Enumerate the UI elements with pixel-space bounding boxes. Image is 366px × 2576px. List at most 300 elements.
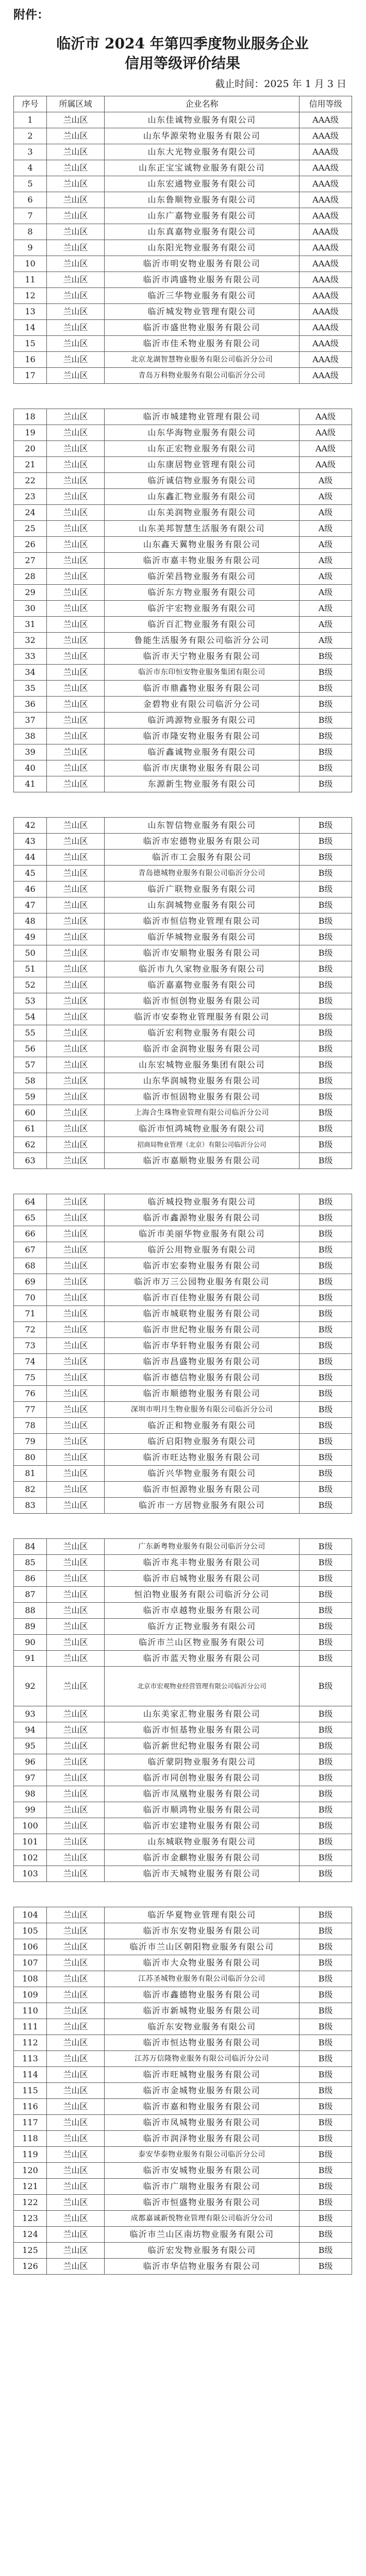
row-grade: B级 [300, 776, 352, 792]
row-district: 兰山区 [47, 1105, 105, 1121]
row-no: 96 [14, 1754, 47, 1770]
table-row [14, 2083, 352, 2099]
row-district: 兰山区 [47, 713, 105, 728]
row-company: 临沂宇宏物业服务有限公司 [105, 601, 300, 617]
row-district: 兰山区 [47, 1354, 105, 1370]
row-no: 124 [14, 2227, 47, 2243]
row-no: 126 [14, 2259, 47, 2275]
row-district: 兰山区 [47, 128, 105, 144]
row-company: 临沂城发物业管理有限公司 [105, 304, 300, 320]
table-row [14, 272, 352, 288]
table-row [14, 2003, 352, 2019]
header-company: 企业名称 [105, 96, 300, 112]
table-row [14, 505, 352, 521]
row-district: 兰山区 [47, 505, 105, 521]
row-grade: B级 [300, 1073, 352, 1089]
table-row [14, 320, 352, 336]
row-grade: B级 [300, 866, 352, 882]
row-district: 兰山区 [47, 776, 105, 792]
row-no: 17 [14, 368, 47, 384]
row-grade: AAA级 [300, 336, 352, 352]
row-district: 兰山区 [47, 1955, 105, 1971]
row-no: 29 [14, 585, 47, 601]
row-grade: B级 [300, 1971, 352, 1987]
row-grade: B级 [300, 1450, 352, 1466]
table-row [14, 192, 352, 208]
row-district: 兰山区 [47, 1194, 105, 1210]
table-row [14, 697, 352, 713]
row-company: 临沂市天城物业服务有限公司 [105, 1866, 300, 1882]
table-row [14, 1818, 352, 1834]
row-district: 兰山区 [47, 1290, 105, 1306]
table-row [14, 1706, 352, 1722]
row-grade: B级 [300, 2003, 352, 2019]
row-no: 19 [14, 425, 47, 441]
row-district: 兰山区 [47, 320, 105, 336]
row-no: 37 [14, 713, 47, 728]
table-row [14, 1651, 352, 1667]
table-row [14, 128, 352, 144]
row-no: 67 [14, 1242, 47, 1258]
table-row [14, 993, 352, 1009]
row-company: 临沂市德信物业服务有限公司 [105, 1370, 300, 1386]
row-district: 兰山区 [47, 192, 105, 208]
row-grade: B级 [300, 2067, 352, 2083]
row-company: 山东正宝宝诚物业服务有限公司 [105, 160, 300, 176]
table-row [14, 2099, 352, 2115]
row-no: 83 [14, 1498, 47, 1514]
table-row [14, 368, 352, 384]
row-company: 临沂市鼎鑫物业服务有限公司 [105, 681, 300, 697]
row-grade: B级 [300, 1667, 352, 1706]
row-company: 临沂市启城物业服务有限公司 [105, 1571, 300, 1587]
row-grade: B级 [300, 1137, 352, 1153]
row-company: 临沂蒙阴物业服务有限公司 [105, 1754, 300, 1770]
row-district: 兰山区 [47, 1939, 105, 1955]
table-row [14, 1587, 352, 1603]
row-company: 临沂市恒鸿城物业服务有限公司 [105, 1121, 300, 1137]
row-grade: B级 [300, 1866, 352, 1882]
row-no: 91 [14, 1651, 47, 1667]
row-no: 78 [14, 1418, 47, 1434]
table-row [14, 2019, 352, 2035]
table-row [14, 1722, 352, 1738]
row-company: 临沂市旺城物业服务有限公司 [105, 2067, 300, 2083]
row-no: 65 [14, 1210, 47, 1226]
row-no: 103 [14, 1866, 47, 1882]
row-district: 兰山区 [47, 176, 105, 192]
row-grade: B级 [300, 1987, 352, 2003]
row-company: 恒泊物业服务有限公司临沂分公司 [105, 1587, 300, 1603]
row-company: 临沂东方物业服务有限公司 [105, 585, 300, 601]
row-grade: B级 [300, 1242, 352, 1258]
row-district: 兰山区 [47, 649, 105, 665]
row-company: 临沂正和物业服务有限公司 [105, 1418, 300, 1434]
row-company: 临沂广联物业服务有限公司 [105, 882, 300, 897]
table-row [14, 601, 352, 617]
page-break-cell [14, 1169, 352, 1194]
row-district: 兰山区 [47, 224, 105, 240]
row-grade: A级 [300, 601, 352, 617]
row-no: 15 [14, 336, 47, 352]
row-grade: B级 [300, 993, 352, 1009]
row-no: 64 [14, 1194, 47, 1210]
row-company: 山东广嘉物业服务有限公司 [105, 208, 300, 224]
row-grade: A级 [300, 569, 352, 585]
row-district: 兰山区 [47, 1242, 105, 1258]
row-district: 兰山区 [47, 585, 105, 601]
row-no: 114 [14, 2067, 47, 2083]
row-grade: B级 [300, 2147, 352, 2163]
row-district: 兰山区 [47, 304, 105, 320]
row-company: 临沂市庆康物业服务有限公司 [105, 760, 300, 776]
row-company: 临沂市恒基物业服务有限公司 [105, 1722, 300, 1738]
table-row [14, 850, 352, 866]
row-grade: AAA级 [300, 368, 352, 384]
row-no: 104 [14, 1907, 47, 1923]
row-company: 临沂荣昌物业服务有限公司 [105, 569, 300, 585]
row-district: 兰山区 [47, 1770, 105, 1786]
row-no: 7 [14, 208, 47, 224]
row-no: 38 [14, 728, 47, 744]
table-row [14, 304, 352, 320]
row-district: 兰山区 [47, 521, 105, 537]
row-grade: B级 [300, 1706, 352, 1722]
row-company: 山东华润城物业服务有限公司 [105, 1073, 300, 1089]
row-district: 兰山区 [47, 1754, 105, 1770]
row-grade: B级 [300, 1290, 352, 1306]
row-district: 兰山区 [47, 1057, 105, 1073]
row-district: 兰山区 [47, 2099, 105, 2115]
attachment-label: 附件： [13, 8, 49, 22]
row-district: 兰山区 [47, 1466, 105, 1482]
table-row [14, 1923, 352, 1939]
table-row [14, 1370, 352, 1386]
table-row [14, 1571, 352, 1587]
row-company: 上海合生珠物业管理有限公司临沂分公司 [105, 1105, 300, 1121]
row-district: 兰山区 [47, 617, 105, 633]
row-grade: AAA级 [300, 128, 352, 144]
row-no: 80 [14, 1450, 47, 1466]
row-no: 97 [14, 1770, 47, 1786]
row-company: 临沂市宏德物业服务有限公司 [105, 834, 300, 850]
row-grade: B级 [300, 713, 352, 728]
row-grade: B级 [300, 945, 352, 961]
row-grade: B级 [300, 1738, 352, 1754]
title-line-1: 临沂市 2024 年第四季度物业服务企业 [56, 35, 309, 52]
row-district: 兰山区 [47, 2115, 105, 2131]
row-district: 兰山区 [47, 1498, 105, 1514]
row-grade: B级 [300, 665, 352, 681]
row-company: 临沂市宏建物业服务有限公司 [105, 1818, 300, 1834]
row-company: 临沂市鑫源物业服务有限公司 [105, 1210, 300, 1226]
table-row [14, 1770, 352, 1786]
row-company: 临沂百汇物业服务有限公司 [105, 617, 300, 633]
row-company: 深圳市明月生物业服务有限公司临沂分公司 [105, 1402, 300, 1418]
table-row [14, 1009, 352, 1025]
table-row [14, 1498, 352, 1514]
row-grade: B级 [300, 2019, 352, 2035]
row-no: 94 [14, 1722, 47, 1738]
page-break [14, 792, 352, 818]
table-row [14, 256, 352, 272]
row-company: 金碧物业有限公司临沂分公司 [105, 697, 300, 713]
table-row [14, 2147, 352, 2163]
row-no: 28 [14, 569, 47, 585]
table-row [14, 1907, 352, 1923]
row-grade: B级 [300, 1370, 352, 1386]
row-district: 兰山区 [47, 1073, 105, 1089]
row-company: 山东华海物业服务有限公司 [105, 425, 300, 441]
table-row [14, 2115, 352, 2131]
row-grade: B级 [300, 1009, 352, 1025]
row-grade: B级 [300, 961, 352, 977]
page-break [14, 384, 352, 409]
row-no: 31 [14, 617, 47, 633]
row-district: 兰山区 [47, 601, 105, 617]
row-no: 99 [14, 1802, 47, 1818]
row-grade: AA级 [300, 409, 352, 425]
table-row [14, 1290, 352, 1306]
row-district: 兰山区 [47, 1571, 105, 1587]
page-break-cell [14, 792, 352, 818]
row-no: 27 [14, 553, 47, 569]
row-company: 临沂市顺德物业服务有限公司 [105, 1386, 300, 1402]
row-district: 兰山区 [47, 744, 105, 760]
table-row [14, 1073, 352, 1089]
row-district: 兰山区 [47, 1635, 105, 1651]
row-no: 66 [14, 1226, 47, 1242]
row-grade: AAA级 [300, 256, 352, 272]
table-row [14, 834, 352, 850]
table-row [14, 240, 352, 256]
row-no: 107 [14, 1955, 47, 1971]
row-district: 兰山区 [47, 1971, 105, 1987]
row-district: 兰山区 [47, 160, 105, 176]
row-no: 69 [14, 1274, 47, 1290]
document [13, 7, 352, 2275]
row-company: 临沂市世纪物业服务有限公司 [105, 1322, 300, 1338]
row-company: 山东鑫汇物业服务有限公司 [105, 489, 300, 505]
row-district: 兰山区 [47, 1121, 105, 1137]
table-row [14, 1635, 352, 1651]
row-no: 21 [14, 457, 47, 473]
row-company: 青岛万科物业服务有限公司临沂分公司 [105, 368, 300, 384]
row-grade: B级 [300, 1923, 352, 1939]
row-district: 兰山区 [47, 1539, 105, 1555]
row-district: 兰山区 [47, 2019, 105, 2035]
row-district: 兰山区 [47, 681, 105, 697]
table-row [14, 681, 352, 697]
row-company: 江苏万信隆物业服务有限公司临沂分公司 [105, 2051, 300, 2067]
row-grade: B级 [300, 697, 352, 713]
row-grade: B级 [300, 1194, 352, 1210]
row-district: 兰山区 [47, 1603, 105, 1619]
row-grade: B级 [300, 2083, 352, 2099]
row-company: 临沂市凤城物业服务有限公司 [105, 2115, 300, 2131]
row-no: 108 [14, 1971, 47, 1987]
row-company: 广东新粤物业服务有限公司临沂分公司 [105, 1539, 300, 1555]
row-no: 35 [14, 681, 47, 697]
table-row [14, 1306, 352, 1322]
row-grade: AAA级 [300, 176, 352, 192]
row-no: 98 [14, 1786, 47, 1802]
row-district: 兰山区 [47, 1866, 105, 1882]
row-grade: B级 [300, 2099, 352, 2115]
table-row [14, 1418, 352, 1434]
row-grade: AAA级 [300, 224, 352, 240]
row-no: 118 [14, 2131, 47, 2147]
row-grade: B级 [300, 2211, 352, 2227]
table-row [14, 728, 352, 744]
table-row [14, 1226, 352, 1242]
row-district: 兰山区 [47, 1137, 105, 1153]
row-company: 鲁能生活服务有限公司临沂分公司 [105, 633, 300, 649]
row-district: 兰山区 [47, 1274, 105, 1290]
row-no: 106 [14, 1939, 47, 1955]
row-no: 123 [14, 2211, 47, 2227]
row-grade: B级 [300, 818, 352, 834]
row-district: 兰山区 [47, 537, 105, 553]
page-break [14, 1169, 352, 1194]
row-company: 山东美邦智慧生活服务有限公司 [105, 521, 300, 537]
table-row [14, 1025, 352, 1041]
row-no: 36 [14, 697, 47, 713]
row-no: 121 [14, 2179, 47, 2195]
title-line-2: 信用等级评价结果 [124, 55, 240, 72]
row-no: 3 [14, 144, 47, 160]
row-grade: B级 [300, 1226, 352, 1242]
row-company: 临沂市天宁物业服务有限公司 [105, 649, 300, 665]
row-district: 兰山区 [47, 1210, 105, 1226]
row-no: 86 [14, 1571, 47, 1587]
table-row [14, 818, 352, 834]
table-row [14, 1258, 352, 1274]
row-grade: B级 [300, 1089, 352, 1105]
row-district: 兰山区 [47, 728, 105, 744]
table-row [14, 288, 352, 304]
row-company: 临沂市金麒物业服务有限公司 [105, 1850, 300, 1866]
row-district: 兰山区 [47, 2083, 105, 2099]
row-no: 70 [14, 1290, 47, 1306]
row-district: 兰山区 [47, 368, 105, 384]
row-no: 75 [14, 1370, 47, 1386]
row-no: 16 [14, 352, 47, 368]
row-company: 临沂鑫诚物业服务有限公司 [105, 744, 300, 760]
row-company: 临沂宏利物业服务有限公司 [105, 1025, 300, 1041]
table-row [14, 521, 352, 537]
row-grade: B级 [300, 1818, 352, 1834]
row-no: 14 [14, 320, 47, 336]
row-no: 71 [14, 1306, 47, 1322]
row-grade: B级 [300, 1258, 352, 1274]
row-district: 兰山区 [47, 2259, 105, 2275]
row-company: 山东宏通物业服务有限公司 [105, 176, 300, 192]
row-district: 兰山区 [47, 961, 105, 977]
row-company: 临沂市安顺物业服务有限公司 [105, 945, 300, 961]
table-row [14, 1866, 352, 1882]
row-district: 兰山区 [47, 441, 105, 457]
table-row [14, 1834, 352, 1850]
row-company: 临沂市润泽物业服务有限公司 [105, 2131, 300, 2147]
row-company: 临沂宏发物业服务有限公司 [105, 2243, 300, 2259]
table-row [14, 569, 352, 585]
row-company: 临沂市金城物业服务有限公司 [105, 2083, 300, 2099]
row-no: 88 [14, 1603, 47, 1619]
row-no: 25 [14, 521, 47, 537]
row-district: 兰山区 [47, 1786, 105, 1802]
row-grade: A级 [300, 473, 352, 489]
table-row [14, 713, 352, 728]
row-company: 临沂市大众物业服务有限公司 [105, 1955, 300, 1971]
table-row [14, 649, 352, 665]
row-no: 41 [14, 776, 47, 792]
row-company: 临沂城投物业服务有限公司 [105, 1194, 300, 1210]
row-grade: B级 [300, 1834, 352, 1850]
row-grade: B级 [300, 1466, 352, 1482]
row-company: 临沂市恒固物业服务有限公司 [105, 1089, 300, 1105]
row-no: 125 [14, 2243, 47, 2259]
table-row [14, 1121, 352, 1137]
row-company: 临沂启阳物业服务有限公司 [105, 1434, 300, 1450]
row-company: 北京龙湖智慧物业服务有限公司临沂分公司 [105, 352, 300, 368]
row-no: 2 [14, 128, 47, 144]
row-company: 临沂市昌盛物业服务有限公司 [105, 1354, 300, 1370]
row-district: 兰山区 [47, 1306, 105, 1322]
row-district: 兰山区 [47, 1802, 105, 1818]
row-grade: B级 [300, 2035, 352, 2051]
table-row [14, 1274, 352, 1290]
page-break [14, 1514, 352, 1539]
table-row [14, 457, 352, 473]
row-no: 24 [14, 505, 47, 521]
header-district: 所属区域 [47, 96, 105, 112]
row-district: 兰山区 [47, 2003, 105, 2019]
table-row [14, 2163, 352, 2179]
row-grade: B级 [300, 1603, 352, 1619]
row-no: 89 [14, 1619, 47, 1635]
table-row [14, 961, 352, 977]
row-company: 临沂市万三公园物业服务有限公司 [105, 1274, 300, 1290]
row-grade: AAA级 [300, 304, 352, 320]
row-district: 兰山区 [47, 1041, 105, 1057]
row-company: 临沂市恒创物业服务有限公司 [105, 993, 300, 1009]
row-district: 兰山区 [47, 1338, 105, 1354]
row-grade: B级 [300, 1434, 352, 1450]
table-row [14, 1971, 352, 1987]
row-district: 兰山区 [47, 633, 105, 649]
row-company: 临沂市盛世物业服务有限公司 [105, 320, 300, 336]
row-company: 东源新生物业服务有限公司 [105, 776, 300, 792]
row-company: 临沂市九久家物业服务有限公司 [105, 961, 300, 977]
row-district: 兰山区 [47, 850, 105, 866]
row-company: 临沂市兰山区南坊物业服务有限公司 [105, 2227, 300, 2243]
row-no: 59 [14, 1089, 47, 1105]
row-grade: B级 [300, 1651, 352, 1667]
row-company: 临沂市嘉和物业服务有限公司 [105, 2099, 300, 2115]
row-company: 临沂市城联物业服务有限公司 [105, 1306, 300, 1322]
row-company: 山东鑫天翼物业服务有限公司 [105, 537, 300, 553]
table-row [14, 1555, 352, 1571]
table-row [14, 1754, 352, 1770]
row-grade: AAA级 [300, 112, 352, 128]
row-no: 32 [14, 633, 47, 649]
row-company: 临沂市恒达物业服务有限公司 [105, 2035, 300, 2051]
table-row [14, 1955, 352, 1971]
row-grade: B级 [300, 1955, 352, 1971]
row-no: 62 [14, 1137, 47, 1153]
row-company: 临沂市嘉顺物业服务有限公司 [105, 1153, 300, 1169]
